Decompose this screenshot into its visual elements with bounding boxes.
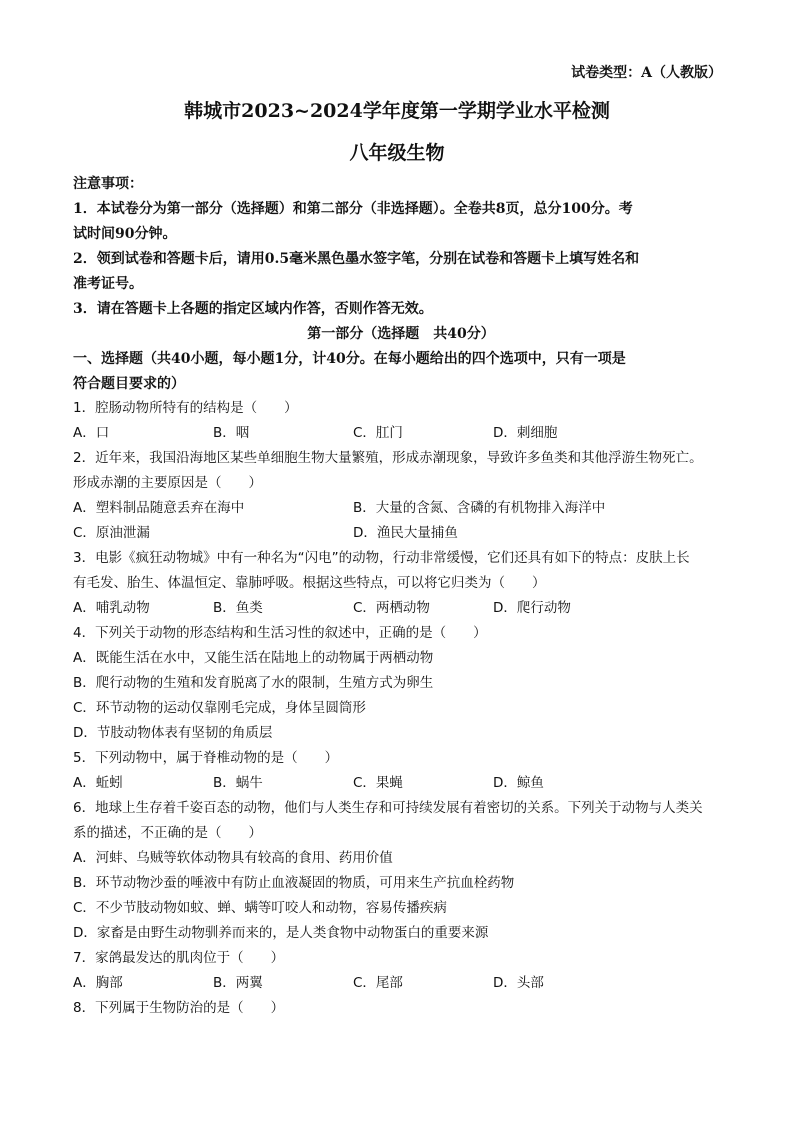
answer-option: A．蚯蚓 [73,775,123,791]
option-row [73,521,733,546]
question-item [73,746,733,796]
question-item [73,396,733,446]
answer-option: D．爬行动物 [493,600,571,616]
question-stem: 形成赤潮的主要原因是（ ） [73,475,262,491]
notes-item: 3．请在答题卡上各题的指定区域内作答，否则作答无效。 [73,301,433,317]
answer-option: D．渔民大量捕鱼 [353,525,458,541]
question-list [73,396,733,1021]
answer-option: B．鱼类 [213,600,263,616]
subject-title: 八年级生物 [349,142,445,164]
answer-option: D．节肢动物体表有坚韧的角质层 [73,725,273,741]
option-row [73,421,733,446]
answer-option: B．环节动物沙蚕的唾液中有防止血液凝固的物质，可用来生产抗血栓药物 [73,875,515,891]
answer-option: D．刺细胞 [493,425,558,441]
option-row [73,771,733,796]
answer-option: A．口 [73,425,110,441]
notes-item: 1．本试卷分为第一部分（选择题）和第二部分（非选择题）。全卷共8页，总分100分。考 [73,201,633,217]
notes-heading: 注意事项： [73,176,143,192]
answer-option: B．蜗牛 [213,775,263,791]
answer-option: D．鲸鱼 [493,775,544,791]
option-row [73,496,733,521]
option-row [73,596,733,621]
question-stem: 8．下列属于生物防治的是（ ） [73,1000,285,1016]
answer-option: B．咽 [213,425,250,441]
answer-option: C．果蝇 [353,775,403,791]
answer-option: C．两栖动物 [353,600,430,616]
answer-option: D．家畜是由野生动物驯养而来的，是人类食物中动物蛋白的重要来源 [73,925,489,941]
answer-option: C．肛门 [353,425,403,441]
answer-option: D．头部 [493,975,544,991]
answer-option: A．塑料制品随意丢弃在海中 [73,500,245,516]
answer-option: B．大量的含氮、含磷的有机物排入海洋中 [353,500,606,516]
notes-item: 准考证号。 [73,276,143,292]
option-row [73,971,733,996]
answer-option: A．哺乳动物 [73,600,150,616]
answer-option: B．爬行动物的生殖和发育脱离了水的限制，生殖方式为卵生 [73,675,434,691]
question-stem: 4．下列关于动物的形态结构和生活习性的叙述中，正确的是（ ） [73,625,487,641]
paper-type-label: 试卷类型：A（人教版） [571,65,722,81]
question-stem: 1．腔肠动物所特有的结构是（ ） [73,400,298,416]
answer-option: A．河蚌、乌贼等软体动物具有较高的食用、药用价值 [73,850,393,866]
question-item [73,621,733,746]
notes-item: 2．领到试卷和答题卡后，请用0.5毫米黑色墨水签字笔，分别在试卷和答题卡上填写姓名和 [73,251,640,267]
question-item [73,796,733,946]
answer-option: C．不少节肢动物如蚊、蝉、螨等叮咬人和动物，容易传播疾病 [73,900,447,916]
section-instructions: 一、选择题（共40小题，每小题1分，计40分。在每小题给出的四个选项中，只有一项是 [73,351,626,367]
answer-option: C．尾部 [353,975,403,991]
question-item [73,546,733,621]
answer-option: B．两翼 [213,975,263,991]
answer-option: A．胸部 [73,975,123,991]
question-item [73,996,733,1021]
question-stem: 7．家鸽最发达的肌肉位于（ ） [73,950,285,966]
question-stem: 有毛发、胎生、体温恒定、靠肺呼吸。根据这些特点，可以将它归类为（ ） [73,575,546,591]
question-stem: 6．地球上生存着千姿百态的动物，他们与人类生存和可持续发展有着密切的关系。下列关于动物与人类关 [73,800,703,816]
section-instructions-cont: 符合题目要求的） [73,376,185,392]
answer-option: A．既能生活在水中，又能生活在陆地上的动物属于两栖动物 [73,650,434,666]
question-item [73,946,733,996]
notes-block [73,172,729,397]
exam-title: 韩城市2023~2024学年度第一学期学业水平检测 [184,100,610,122]
question-stem: 5．下列动物中，属于脊椎动物的是（ ） [73,750,339,766]
answer-option: C．原油泄漏 [73,525,150,541]
notes-item: 试时间90分钟。 [73,226,177,242]
answer-option: C．环节动物的运动仅靠刚毛完成，身体呈圆筒形 [73,700,366,716]
question-stem: 系的描述，不正确的是（ ） [73,825,262,841]
question-stem: 2．近年来，我国沿海地区某些单细胞生物大量繁殖，形成赤潮现象，导致许多鱼类和其他浮游生物死亡。 [73,450,703,466]
question-stem: 3．电影《疯狂动物城》中有一种名为“闪电”的动物，行动非常缓慢，它们还具有如下的特点：皮肤上长 [73,550,690,566]
part1-heading: 第一部分（选择题 共40分） [307,326,495,342]
question-item [73,446,733,546]
